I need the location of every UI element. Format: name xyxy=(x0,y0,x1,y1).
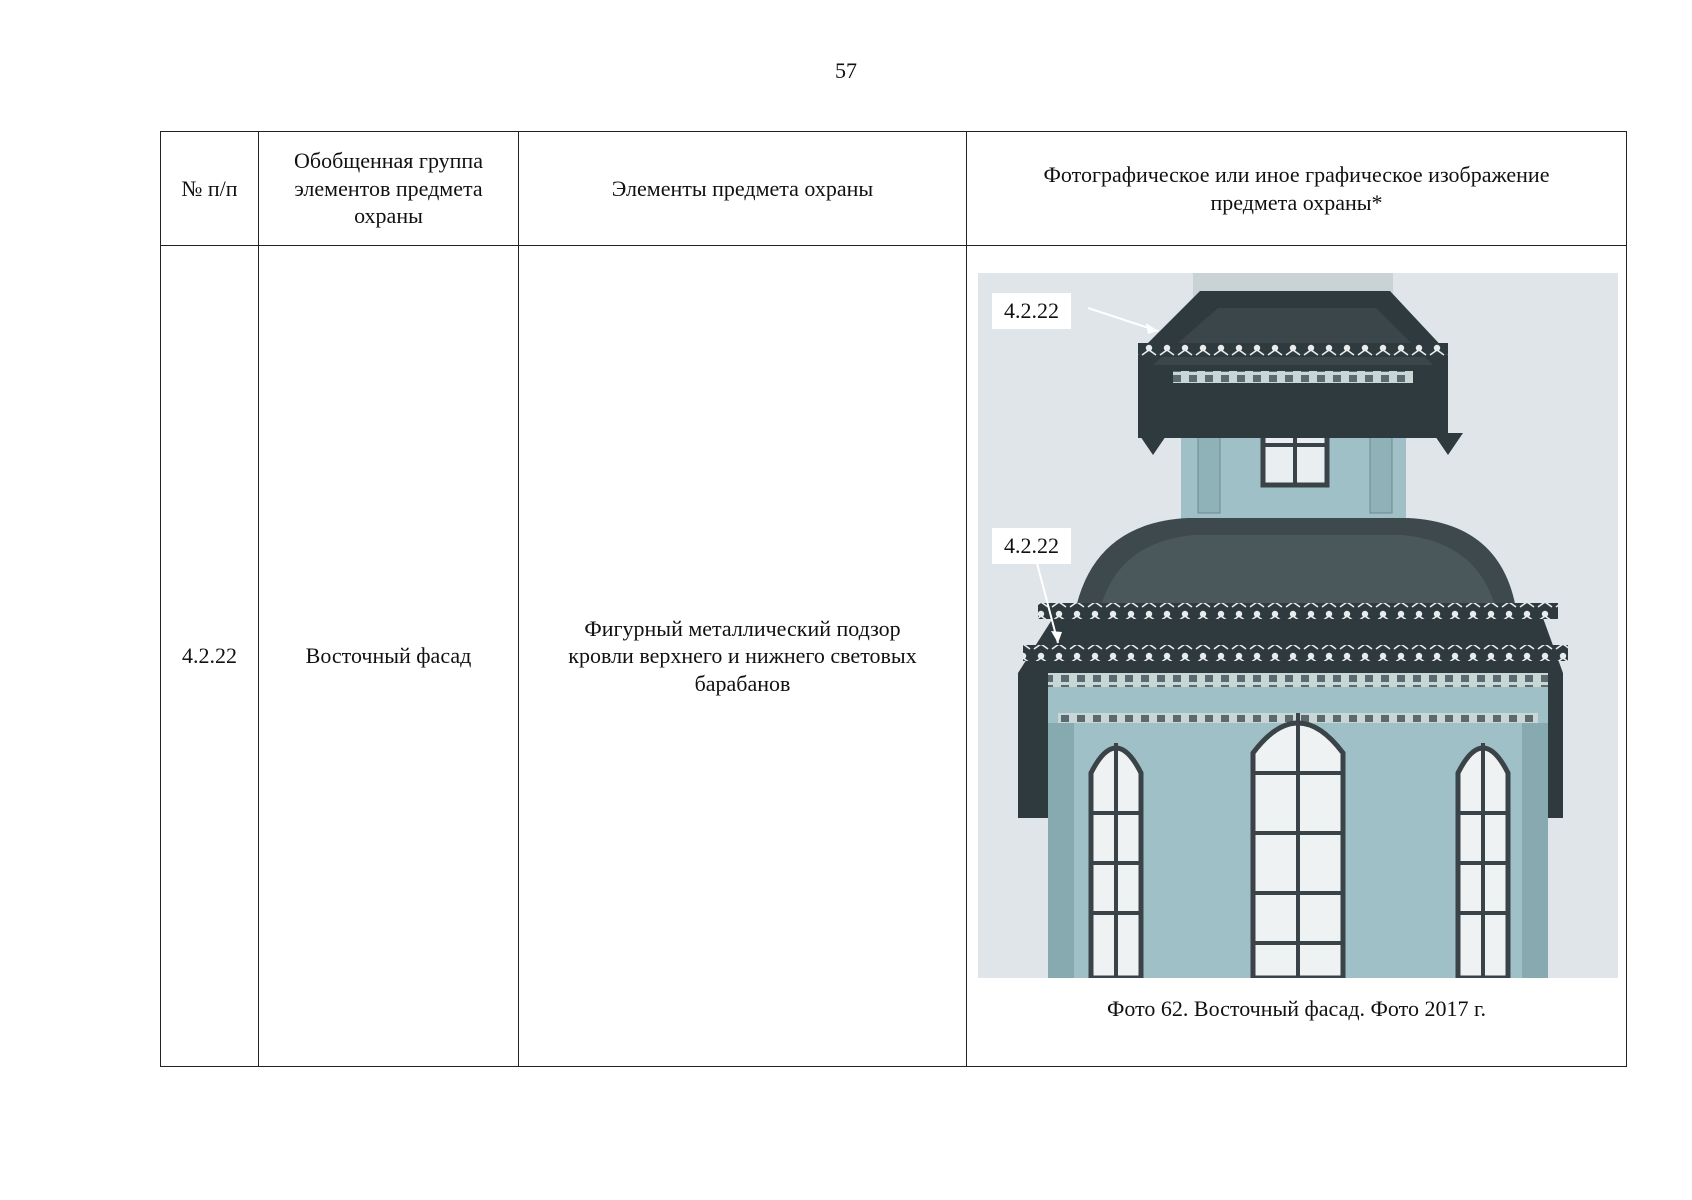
protection-table xyxy=(160,131,1627,1067)
table-row xyxy=(161,246,1627,1067)
photo-label-upper: 4.2.22 xyxy=(992,293,1071,329)
table-header-row xyxy=(161,132,1627,246)
row-num: 4.2.22 xyxy=(161,246,259,1067)
header-image: Фотографическое или иное графическое изображение предмета охраны* xyxy=(967,132,1627,246)
header-num: № п/п xyxy=(161,132,259,246)
header-group: Обобщенная группа элементов предмета охраны xyxy=(259,132,519,246)
row-group: Восточный фасад xyxy=(259,246,519,1067)
header-elements: Элементы предмета охраны xyxy=(519,132,967,246)
drum-photo xyxy=(978,273,1618,978)
photo-caption: Фото 62. Восточный фасад. Фото 2017 г. xyxy=(1106,996,1487,1021)
page-number: 57 xyxy=(835,58,857,83)
row-elements: Фигурный металлический подзор кровли верхнего и нижнего световых барабанов xyxy=(519,246,967,1067)
drum-photo-image xyxy=(978,273,1618,978)
photo-cell xyxy=(967,246,1627,1067)
photo-label-lower: 4.2.22 xyxy=(992,528,1071,564)
